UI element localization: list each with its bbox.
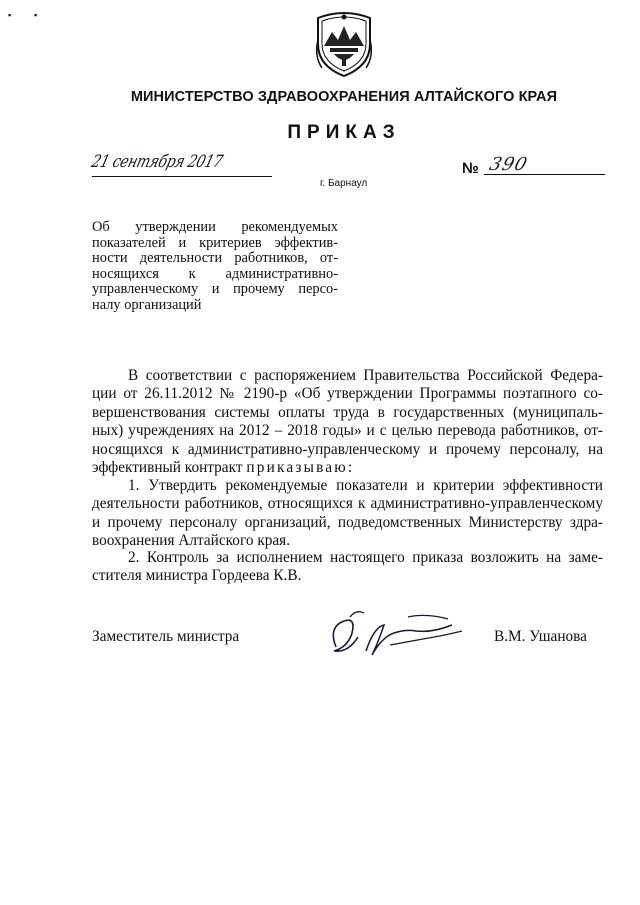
paragraph-text: эффективный контракт bbox=[92, 459, 247, 477]
subject-line: Об утверждении рекомендуемых bbox=[92, 219, 338, 235]
paragraph-line: стителя министра Гордеева К.В. bbox=[92, 567, 302, 585]
document-type: ПРИКАЗ bbox=[287, 122, 401, 143]
ministry-title: МИНИСТЕРСТВО ЗДРАВООХРАНЕНИЯ АЛТАЙСКОГО КРАЯ bbox=[130, 89, 558, 105]
subject-line: налу организаций bbox=[92, 296, 202, 313]
order-item-1 bbox=[92, 477, 603, 551]
subject-line: управленческому и прочему персо- bbox=[92, 281, 338, 297]
paragraph-line bbox=[92, 459, 603, 477]
city: г. Барнаул bbox=[320, 178, 368, 189]
date-underline bbox=[92, 176, 272, 177]
paragraph-line: воохранения Алтайского края. bbox=[92, 532, 291, 550]
paragraph-line: ции от 26.11.2012 № 2190-р «Об утверждении Программы поэтапного со- bbox=[92, 385, 603, 403]
date-handwritten: 21 сентября 2017 bbox=[89, 152, 225, 172]
number-handwritten: 390 bbox=[487, 154, 531, 175]
paragraph-line: В соответствии с распоряжением Правительства Российской Федера- bbox=[128, 367, 603, 384]
subject-block bbox=[92, 220, 338, 313]
order-word: приказываю bbox=[246, 459, 348, 477]
paragraph-line: 2. Контроль за исполнением настоящего приказа возложить на заме- bbox=[128, 549, 603, 566]
paragraph-text: : bbox=[347, 459, 353, 477]
paragraph-line: деятельности работников, относящихся к административно-управленческому bbox=[92, 495, 603, 513]
scan-mark: ▪ bbox=[8, 10, 12, 20]
paragraph-line: ных) учреждениях на 2012 – 2018 годы» и с целью перевода работников, от- bbox=[92, 422, 603, 440]
paragraph-line: носящихся к административно-управленческому и прочему персоналу, на bbox=[92, 440, 603, 458]
altai-krai-coat-of-arms-icon bbox=[312, 10, 376, 80]
paragraph-line: вершенствования системы оплаты труда в государственных (муниципаль- bbox=[92, 403, 603, 421]
scan-mark: ▪ bbox=[34, 10, 38, 20]
paragraph-line: и прочему персоналу организаций, подведомственных Министерству здра- bbox=[92, 513, 603, 531]
signer-name: В.М. Ушанова bbox=[494, 628, 587, 645]
signer-title: Заместитель министра bbox=[92, 628, 240, 645]
preamble-paragraph bbox=[92, 367, 603, 477]
order-item-2 bbox=[92, 549, 603, 586]
paragraph-line: 1. Утвердить рекомендуемые показатели и критерии эффективности bbox=[128, 477, 603, 494]
subject-line: показателей и критериев эффектив- bbox=[92, 234, 338, 251]
number-label: № bbox=[462, 160, 479, 177]
subject-line: ности деятельности работников, от- bbox=[92, 250, 338, 266]
subject-line: носящихся к административно- bbox=[92, 265, 338, 282]
handwritten-signature bbox=[322, 607, 470, 663]
